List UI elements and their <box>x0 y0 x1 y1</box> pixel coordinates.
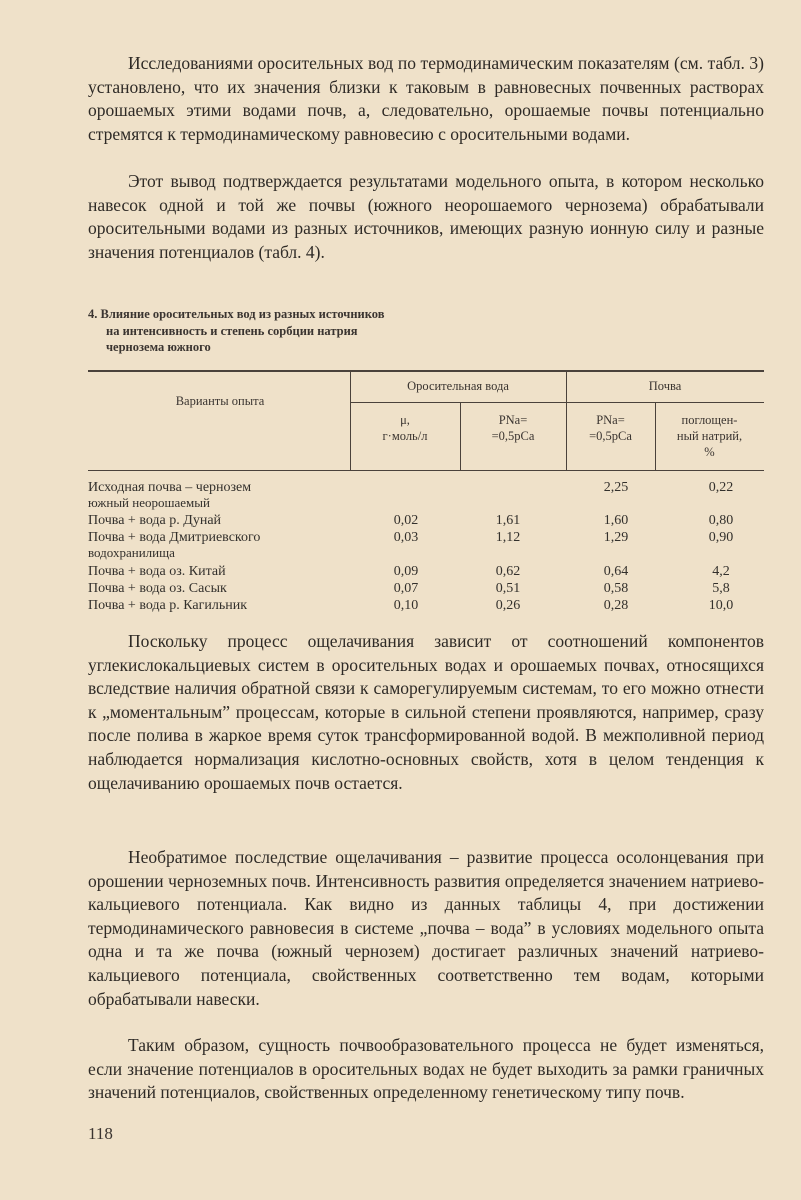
head-pna-water <box>460 412 566 444</box>
head-mu-line-1: μ, <box>400 413 410 427</box>
row-name: Почва + вода оз. Китай <box>88 564 226 579</box>
paragraph-5 <box>88 1034 764 1105</box>
cell-mu: 0,02 <box>393 513 419 528</box>
cell-mu: 0,09 <box>393 564 419 579</box>
cell-absorbed-na: 0,22 <box>708 480 734 495</box>
head-variants: Варианты опыта <box>175 394 265 408</box>
head-pna-water-line-1: PNa= <box>498 413 528 427</box>
cell-pna-water: 0,62 <box>495 564 521 579</box>
paragraph-1 <box>88 52 764 146</box>
head-absorbed-line-2: ный натрий, <box>676 429 743 443</box>
head-water: Оросительная вода <box>407 379 509 393</box>
table-top-rule <box>88 370 764 372</box>
table-group-rule <box>350 402 764 403</box>
cell-pna-soil: 0,28 <box>603 598 629 613</box>
head-absorbed-line-1: поглощен- <box>681 413 738 427</box>
paragraph-2-text: Этот вывод подтверждается результатами модельного опыта, в котором несколько навесок одной и той же почвы (южного неорошаемого чернозема) обрабатывали оросительными водами из разных источников, имеющих разную ионную силу и разные значения потенциалов (табл. 4). <box>88 171 764 262</box>
head-soil: Почва <box>648 379 682 393</box>
cell-pna-water: 1,12 <box>495 530 521 545</box>
cell-absorbed-na: 10,0 <box>708 598 734 613</box>
cell-pna-soil: 0,58 <box>603 581 629 596</box>
table-row <box>88 581 728 599</box>
row-name-cont: южный неорошаемый <box>88 495 210 510</box>
head-mu <box>350 412 460 444</box>
paragraph-3 <box>88 630 764 795</box>
table-row <box>88 564 728 582</box>
head-mu-line-2: г·моль/л <box>382 429 428 443</box>
page-number: 118 <box>88 1124 113 1143</box>
table-row <box>88 530 734 560</box>
head-pna-soil-line-1: PNa= <box>596 413 625 427</box>
cell-pna-soil: 2,25 <box>603 480 629 495</box>
paragraph-5-text: Таким образом, сущность почвообразовательного процесса не будет изменяться, если значение потенциалов в оросительных водах не будет выходить за рамки граничных значений потенциалов, свойственных определенному генетическому типу почв. <box>88 1035 764 1103</box>
cell-absorbed-na: 0,80 <box>708 513 734 528</box>
row-name: Исходная почва – чернозем <box>88 480 252 495</box>
cell-absorbed-na: 0,90 <box>708 530 734 545</box>
cell-pna-water: 0,26 <box>495 598 521 613</box>
head-pna-water-line-2: =0,5pCa <box>491 429 535 443</box>
cell-mu: 0,03 <box>393 530 419 545</box>
cell-mu: 0,10 <box>393 598 419 613</box>
paragraph-1-text: Исследованиями оросительных вод по термодинамическим показателям (см. табл. 3) установлено, что их значения близки к таковым в равновесных почвенных растворах орошаемых этими водами почв, а, следовательно, орошаемые почвы потенциально стремятся к термодинамическому равновесию с оросительными водами. <box>88 53 764 144</box>
table-caption-line-3: чернозема южного <box>106 340 211 354</box>
head-pna-soil <box>566 412 655 444</box>
head-absorbed-line-3: % <box>704 445 715 459</box>
cell-pna-water: 0,51 <box>495 581 521 596</box>
row-name: Почва + вода Дмитриевского <box>88 530 261 545</box>
paragraph-4 <box>88 846 764 1011</box>
table-row <box>88 598 734 616</box>
cell-absorbed-na: 5,8 <box>712 581 730 596</box>
table-row <box>88 480 734 510</box>
cell-pna-soil: 1,60 <box>603 513 629 528</box>
row-name: Почва + вода оз. Сасык <box>88 581 227 596</box>
table-caption <box>88 306 548 356</box>
table-head-rule <box>88 470 764 471</box>
cell-mu: 0,07 <box>393 581 419 596</box>
paragraph-3-text: Поскольку процесс ощелачивания зависит от соотношений компонентов углекислокальциевых систем в оросительных водах и орошаемых почвах, относящихся вследствие наличия обратной связи к саморегулируемым системам, то его можно отнести к „моментальным” процессам, которые в сильной степени проявляются, например, сразу после полива в жаркое время суток трансформированной водой. В межполивной период наблюдается нормализация кислотно-основных свойств, хотя в целом тенденция к ощелачиванию орошаемых почв остается. <box>88 631 764 793</box>
paragraph-4-text: Необратимое последствие ощелачивания – развитие процесса осолонцевания при орошении черноземных почв. Интенсивность развития определяется значением натриево-кальциевого потенциала. Как видно из данных таблицы 4, при достижении термодинамического равновесия в системе „почва – вода” в условиях модельного опыта одна и та же почва (южный чернозем) достигает различных значений натриево-кальциевого потенциала, свойственных соответственно тем водам, которыми обрабатывали навески. <box>88 847 764 1009</box>
cell-pna-soil: 0,64 <box>603 564 629 579</box>
cell-pna-water: 1,61 <box>495 513 521 528</box>
row-name: Почва + вода р. Дунай <box>88 513 222 528</box>
table-caption-line-1: 4. Влияние оросительных вод из разных источников <box>88 307 385 321</box>
row-name-cont: водохранилища <box>88 545 175 560</box>
head-pna-soil-line-2: =0,5pCa <box>589 429 632 443</box>
table-caption-line-2: на интенсивность и степень сорбции натрия <box>106 323 358 338</box>
head-absorbed-na <box>655 412 764 460</box>
table-row <box>88 513 734 531</box>
cell-pna-soil: 1,29 <box>603 530 629 545</box>
paragraph-2 <box>88 170 764 264</box>
row-name: Почва + вода р. Кагильник <box>88 598 248 613</box>
cell-absorbed-na: 4,2 <box>712 564 730 579</box>
